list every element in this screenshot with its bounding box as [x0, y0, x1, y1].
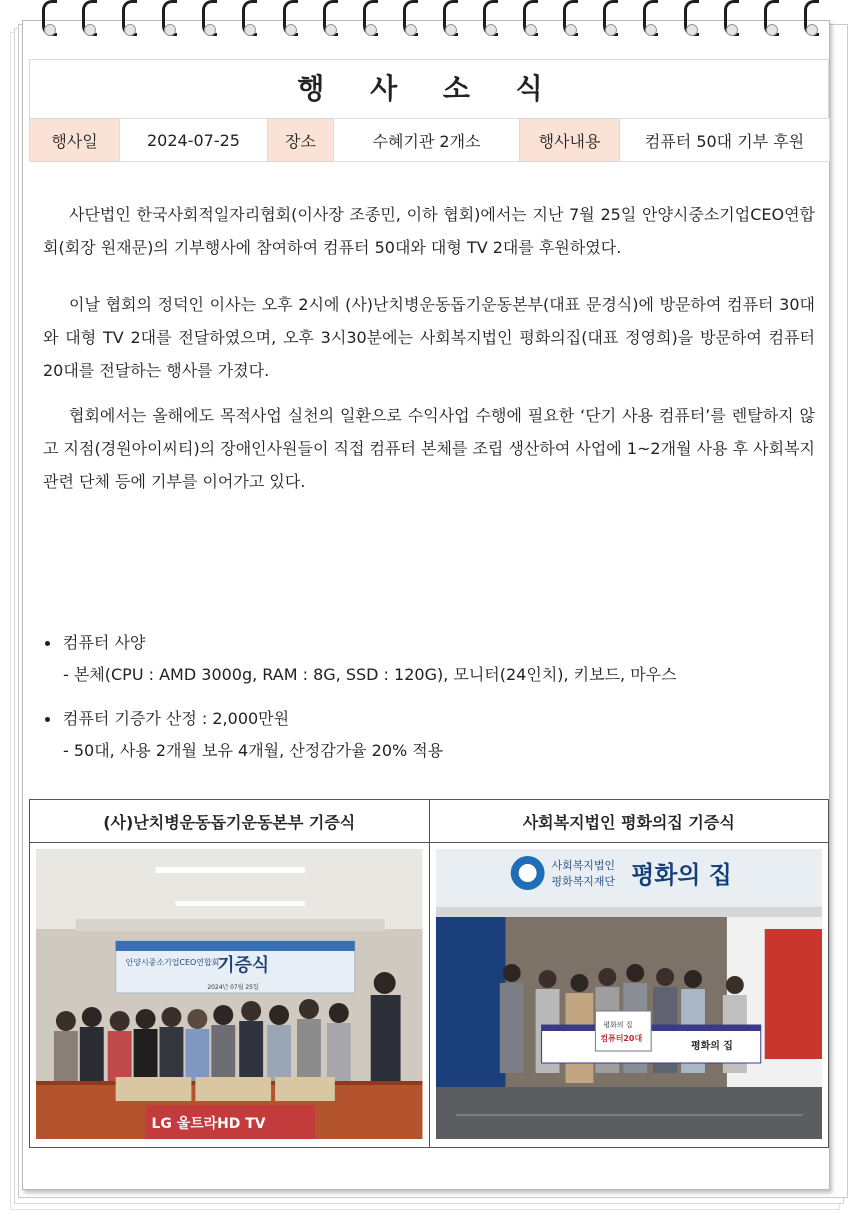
binding-ring-icon: [281, 0, 299, 42]
spec-detail-computer: - 본체(CPU : AMD 3000g, RAM : 8G, SSD : 120G), 모니터(24인치), 키보드, 마우스: [63, 665, 677, 684]
banner-date-text: 2024년 07월 25일: [207, 983, 259, 992]
binding-ring-icon: [481, 0, 499, 42]
event-place-label: 장소: [268, 119, 334, 162]
sign-line-1-text: 사회복지법인: [551, 858, 615, 873]
binding-ring-icon: [802, 0, 820, 42]
board-line-2-text: 컴퓨터20대: [599, 1033, 642, 1044]
binding-ring-icon: [160, 0, 178, 42]
page-content: [29, 59, 829, 498]
binding-ring-icon: [561, 0, 579, 42]
binding-ring-icon: [762, 0, 780, 42]
article-paragraph-3: 협회에서는 올해에도 목적사업 실천의 일환으로 수익사업 수행에 필요한 ‘단기 사용 컴퓨터’를 렌탈하지 않고 지점(경원아이씨티)의 장애인사원들이 직접 컴퓨터 본체를 조립 생산하여 사업에 1~2개월 사용 후 사회복지 관련 단체 등에 기부를 이어가고 있다.: [43, 406, 815, 491]
photo-caption-right: 사회복지법인 평화의집 기증식: [429, 800, 829, 843]
ceremony-photo-left: [36, 849, 423, 1139]
spec-bullet-computer: 컴퓨터 사양: [41, 627, 821, 659]
binding-ring-icon: [601, 0, 619, 42]
event-content-label: 행사내용: [520, 119, 620, 162]
sign-line-2-text: 평화복지재단: [551, 874, 615, 889]
spiral-binding: [40, 0, 820, 46]
event-date-value: 2024-07-25: [120, 119, 268, 162]
event-content-value: 컴퓨터 50대 기부 후원: [620, 119, 830, 162]
binding-ring-icon: [40, 0, 58, 42]
binding-ring-icon: [120, 0, 138, 42]
binding-ring-icon: [401, 0, 419, 42]
photo-cell-right: [429, 843, 829, 1148]
binding-ring-icon: [240, 0, 258, 42]
binding-ring-icon: [521, 0, 539, 42]
banner-text: 평화의 집: [690, 1040, 733, 1053]
photo-caption-left: (사)난치병운동돕기운동본부 기증식: [30, 800, 430, 843]
banner-org-text: 안양시중소기업CEO연합회: [125, 957, 220, 968]
article-body: [43, 198, 815, 498]
event-info-table: [29, 118, 830, 162]
ceremony-photo-right: [436, 849, 823, 1139]
spec-bullet-value: 컴퓨터 기증가 산정 : 2,000만원: [41, 703, 821, 735]
article-paragraph-2: 이날 협회의 정덕인 이사는 오후 2시에 (사)난치병운동돕기운동본부(대표 문경식)에 방문하여 컴퓨터 30대와 대형 TV 2대를 전달하였으며, 오후 3시30분에는 사회복지법인 평화의집(대표 정영희)을 방문하여 컴퓨터 20대를 전달하는 행사를 가졌다.: [43, 295, 815, 380]
binding-ring-icon: [80, 0, 98, 42]
spec-list: [41, 627, 821, 767]
page-title: 행 사 소 식: [29, 59, 829, 118]
sign-name-text: 평화의 집: [630, 860, 732, 890]
spec-detail-value: - 50대, 사용 2개월 보유 4개월, 산정감가율 20% 적용: [63, 741, 444, 760]
binding-ring-icon: [641, 0, 659, 42]
board-line-1-text: 평화의 집: [602, 1020, 632, 1030]
photo-cell-left: [30, 843, 430, 1148]
photo-table: [29, 799, 829, 1148]
binding-ring-icon: [682, 0, 700, 42]
event-date-label: 행사일: [30, 119, 120, 162]
binding-ring-icon: [441, 0, 459, 42]
binding-ring-icon: [722, 0, 740, 42]
binding-ring-icon: [361, 0, 379, 42]
binding-ring-icon: [200, 0, 218, 42]
event-place-value: 수혜기관 2개소: [334, 119, 520, 162]
banner-main-text: 기증식: [217, 954, 270, 977]
newsletter-page: [22, 20, 830, 1190]
article-paragraph-1: 사단법인 한국사회적일자리협회(이사장 조종민, 이하 협회)에서는 지난 7월 25일 안양시중소기업CEO연합회(회장 원재문)의 기부행사에 참여하여 컴퓨터 50대와 대형 TV 2대를 후원하였다.: [43, 205, 815, 257]
tv-box-text: LG 울트라HD TV: [151, 1115, 266, 1133]
binding-ring-icon: [321, 0, 339, 42]
